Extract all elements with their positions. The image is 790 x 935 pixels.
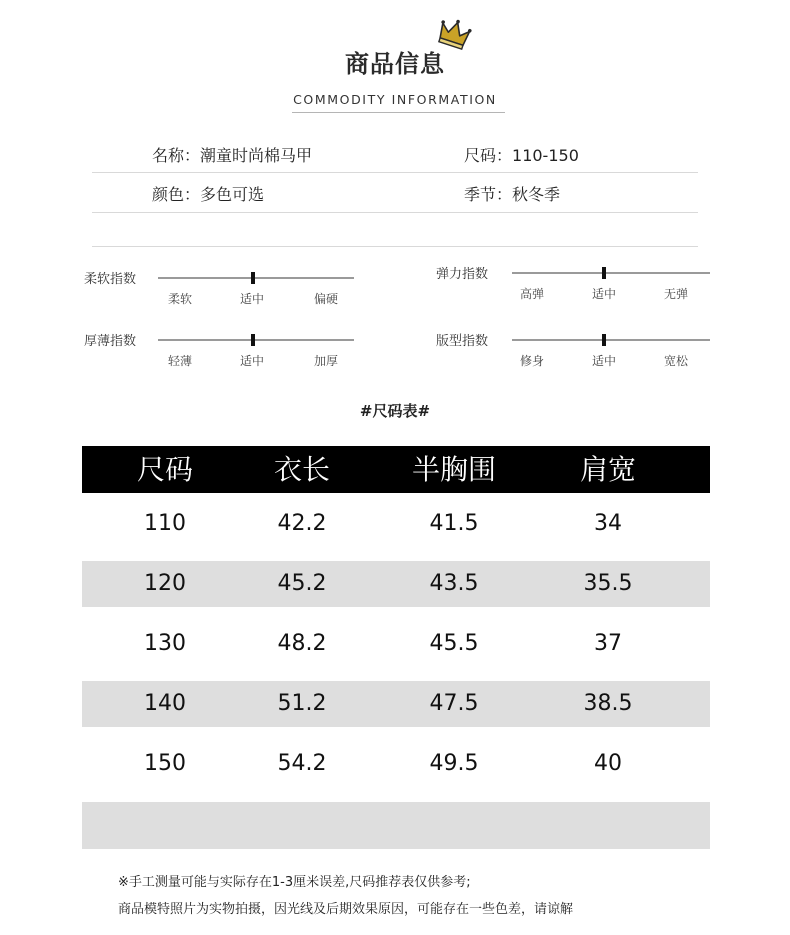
index-track	[158, 339, 354, 341]
cell-size: 140	[144, 691, 186, 716]
cell-length: 42.2	[277, 511, 327, 536]
index-track	[158, 277, 354, 279]
index-tick-label: 适中	[591, 354, 616, 368]
cell-chest: 41.5	[429, 511, 479, 536]
cell-shoulder: 35.5	[583, 571, 633, 596]
index-tick-label: 修身	[519, 354, 544, 368]
table-row	[82, 621, 710, 667]
index-tick-label: 轻薄	[167, 354, 192, 368]
subtitle-underline	[292, 112, 505, 113]
table-row-empty	[82, 802, 710, 849]
index-tick-label: 柔软	[167, 292, 192, 306]
index-tick-label: 偏硬	[313, 292, 338, 306]
index-label: 柔软指数	[84, 272, 137, 287]
cell-chest: 47.5	[429, 691, 479, 716]
cell-size: 130	[144, 631, 186, 656]
cell-size: 110	[144, 511, 186, 536]
header-length: 衣长	[273, 453, 330, 486]
cell-shoulder: 37	[594, 631, 622, 656]
index-tick-label: 宽松	[663, 354, 688, 368]
index-track	[512, 272, 710, 274]
index-label: 弹力指数	[436, 267, 489, 282]
page-subtitle: COMMODITY INFORMATION	[293, 92, 497, 107]
cell-shoulder: 34	[594, 511, 622, 536]
table-row	[82, 741, 710, 787]
cell-chest: 49.5	[429, 751, 479, 776]
index-track	[512, 339, 710, 341]
index-tick-label: 高弹	[519, 287, 544, 301]
index-knob	[251, 272, 255, 284]
measurement-note: ※手工测量可能与实际存在1-3厘米误差,尺码推荐表仅供参考;	[118, 875, 471, 890]
index-label: 厚薄指数	[84, 334, 137, 349]
divider	[92, 172, 698, 173]
index-label: 版型指数	[436, 334, 489, 349]
name-label: 名称：	[152, 146, 201, 165]
cell-size: 150	[144, 751, 186, 776]
index-tick-label: 加厚	[313, 354, 338, 368]
size-value: 110-150	[512, 146, 579, 165]
name-value: 潮童时尚棉马甲	[200, 146, 313, 165]
divider	[92, 212, 698, 213]
crown-icon	[436, 16, 472, 52]
cell-length: 45.2	[277, 571, 327, 596]
table-row	[82, 501, 710, 547]
table-row	[82, 681, 710, 727]
color-difference-note: 商品模特照片为实物拍摄，因光线及后期效果原因，可能存在一些色差，请谅解	[118, 902, 574, 917]
table-row	[82, 561, 710, 607]
header-shoulder: 肩宽	[579, 453, 636, 486]
index-tick-label: 适中	[239, 292, 264, 306]
color-value: 多色可选	[200, 185, 265, 204]
cell-size: 120	[144, 571, 186, 596]
season-label: 季节：	[464, 185, 513, 204]
cell-shoulder: 40	[594, 751, 622, 776]
index-knob	[602, 334, 606, 346]
cell-length: 54.2	[277, 751, 327, 776]
size-label: 尺码：	[464, 146, 513, 165]
page-title: 商品信息	[345, 50, 445, 78]
season-value: 秋冬季	[512, 185, 561, 204]
product-name	[152, 143, 312, 166]
index-tick-label: 无弹	[663, 287, 688, 301]
color-label: 颜色：	[152, 185, 201, 204]
cell-length: 48.2	[277, 631, 327, 656]
index-tick-label: 适中	[591, 287, 616, 301]
cell-shoulder: 38.5	[583, 691, 633, 716]
size-table-header	[82, 446, 710, 493]
index-tick-label: 适中	[239, 354, 264, 368]
cell-chest: 45.5	[429, 631, 479, 656]
index-knob	[251, 334, 255, 346]
cell-length: 51.2	[277, 691, 327, 716]
header-chest: 半胸围	[411, 453, 496, 486]
cell-chest: 43.5	[429, 571, 479, 596]
index-knob	[602, 267, 606, 279]
divider	[92, 246, 698, 247]
product-color	[152, 182, 264, 205]
header-size: 尺码	[136, 453, 193, 486]
product-size	[464, 143, 579, 166]
product-season	[464, 182, 560, 205]
size-table-title: #尺码表#	[359, 402, 431, 420]
